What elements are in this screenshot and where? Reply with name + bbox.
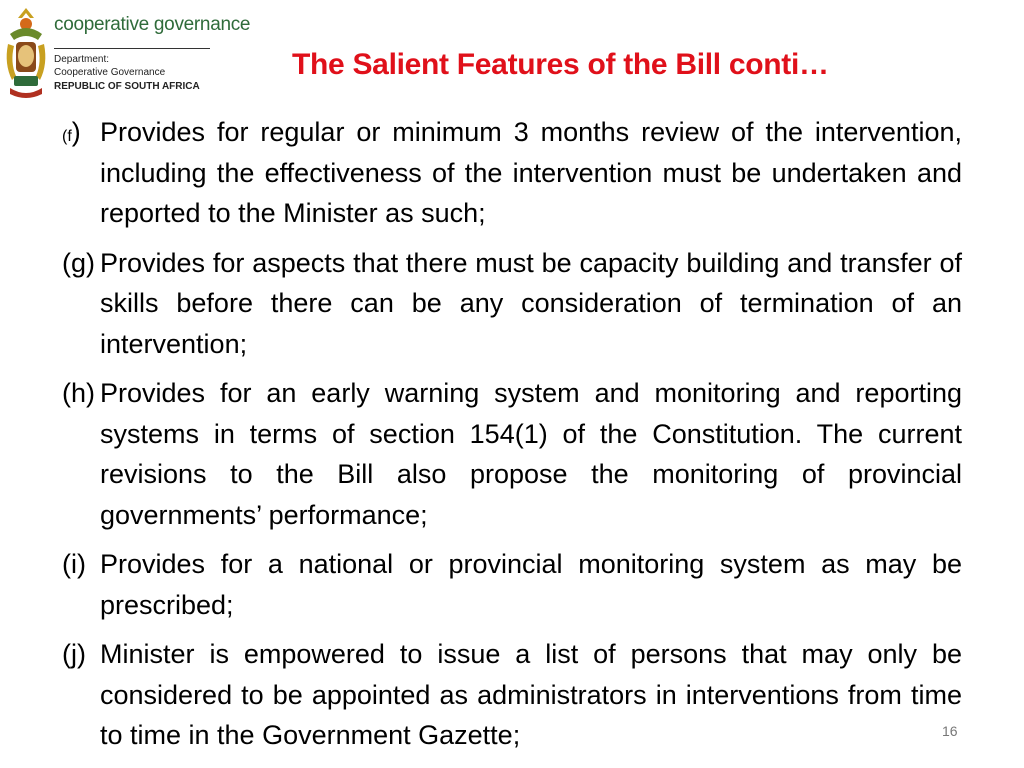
org-name: cooperative governance [54, 14, 251, 35]
item-marker: (h) [62, 378, 95, 408]
department-logo [4, 4, 251, 104]
list-item-f [62, 112, 962, 234]
list-item-g [62, 243, 962, 365]
country-name: REPUBLIC OF SOUTH AFRICA [54, 81, 200, 92]
item-text: Minister is empowered to issue a list of persons that may only be considered to be appointed as administrators in interventions from time to time in the Government Gazette; [100, 639, 962, 750]
item-marker: (g) [62, 247, 95, 278]
slide-number: 16 [942, 723, 958, 739]
item-text: Provides for a national or provincial monitoring system as may be prescribed; [100, 549, 962, 620]
slide-title: The Salient Features of the Bill conti… [292, 48, 829, 81]
list-item-j [62, 634, 962, 756]
list-item-i [62, 544, 962, 625]
item-marker: (i) [62, 549, 86, 579]
item-text: Provides for aspects that there must be capacity building and transfer of skills before there can be any consideration of termination of an intervention; [100, 247, 962, 359]
dept-label: Department: [54, 54, 110, 65]
item-marker: (f) [62, 117, 81, 147]
logo-divider [54, 48, 210, 49]
dept-name: Cooperative Governance [54, 67, 166, 78]
item-marker: (j) [62, 639, 86, 669]
item-text: Provides for regular or minimum 3 months review of the intervention, including the effectiveness of the intervention must be undertaken and reported to the Minister as such; [100, 117, 962, 228]
item-text: Provides for an early warning system and monitoring and reporting systems in terms of section 154(1) of the Constitution. The current revisions to the Bill also propose the monitoring of provincial governments’ performance; [100, 378, 962, 530]
bullet-list [62, 112, 962, 765]
list-item-h [62, 373, 962, 535]
coat-of-arms-icon [4, 4, 48, 102]
